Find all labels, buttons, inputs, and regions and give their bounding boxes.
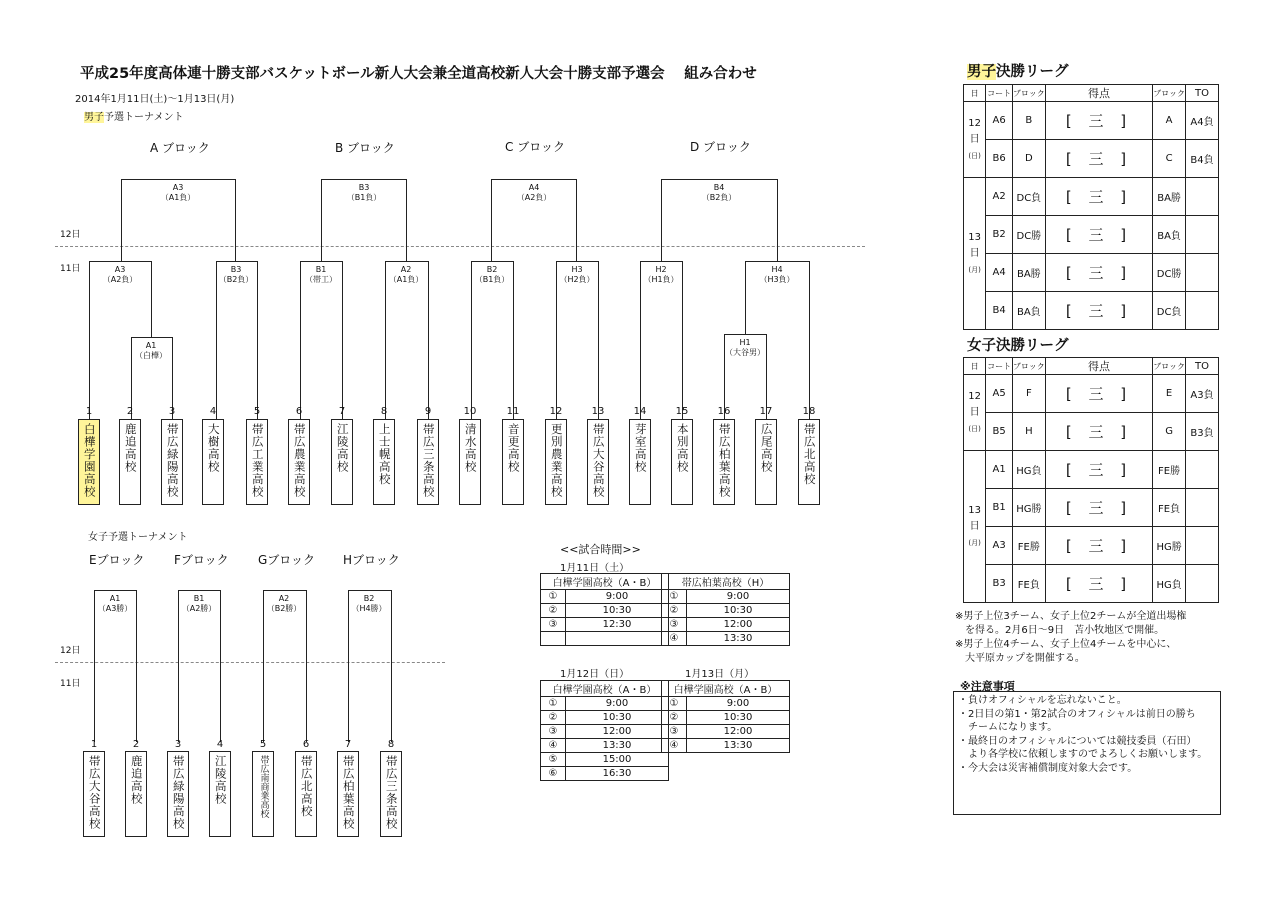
league-to: [1186, 451, 1219, 489]
league-score: [ 三 ]: [1045, 140, 1152, 178]
match-label: A4 （A2負）: [516, 183, 552, 202]
block-c-label: C ブロック: [505, 140, 565, 154]
team-number: 3: [168, 406, 176, 417]
league-day-cell: 12 日 (日): [964, 102, 986, 178]
team-box: 帯広柏葉高校: [713, 419, 735, 505]
team-number: 15: [675, 406, 689, 417]
team-box: 広尾高校: [755, 419, 777, 505]
game-time: [566, 632, 669, 646]
league-right-block: G: [1153, 413, 1186, 451]
block-d-label: D ブロック: [690, 140, 751, 154]
league-row: [964, 375, 1219, 413]
league-left-block: F: [1012, 375, 1045, 413]
game-number: [541, 632, 566, 646]
league-left-block: DC負: [1012, 178, 1045, 216]
game-number: ④: [541, 739, 566, 753]
league-row: [964, 102, 1219, 140]
team-number: 1: [85, 406, 93, 417]
schedule-heading: <<試合時間>>: [560, 543, 641, 556]
league-to: A3負: [1186, 375, 1219, 413]
match-label: B2 （B1負）: [474, 265, 510, 284]
team-box: 江陵高校: [209, 751, 231, 837]
game-time: 10:30: [687, 604, 790, 618]
league-court: B4: [986, 292, 1013, 330]
league-right-block: DC負: [1153, 292, 1186, 330]
league-to: [1186, 254, 1219, 292]
game-number: ③: [662, 725, 687, 739]
team-number: 6: [295, 406, 303, 417]
team-box: 帯広大谷高校: [587, 419, 609, 505]
game-number: ④: [662, 632, 687, 646]
match-label: B4 （B2負）: [701, 183, 737, 202]
league-row: [964, 178, 1219, 216]
league-row: [964, 216, 1219, 254]
league-left-block: HG勝: [1012, 489, 1045, 527]
girls-day-divider: [55, 662, 445, 663]
game-time: 15:00: [566, 753, 669, 767]
league-row: [964, 413, 1219, 451]
league-score: [ 三 ]: [1045, 102, 1152, 140]
match-label: B3 （B1負）: [346, 183, 382, 202]
match-label: A3 （A1負）: [160, 183, 196, 202]
block-e-label: Eブロック: [89, 553, 145, 567]
game-time: 13:30: [566, 739, 669, 753]
team-box: 白樺学園高校: [78, 419, 100, 505]
team-number: 2: [132, 739, 140, 750]
league-right-block: HG勝: [1153, 527, 1186, 565]
block-f-label: Fブロック: [174, 553, 229, 567]
game-number: ①: [541, 697, 566, 711]
league-row: [964, 451, 1219, 489]
schedule-row: [541, 753, 669, 767]
match-label: A2 （B2勝）: [266, 594, 302, 613]
game-time: 13:30: [687, 739, 790, 753]
league-score: [ 三 ]: [1045, 254, 1152, 292]
league-to: [1186, 292, 1219, 330]
game-number: ①: [662, 697, 687, 711]
boys-heading-rest: 予選トーナメント: [104, 112, 184, 123]
team-number: 5: [253, 406, 261, 417]
block-a-label: A ブロック: [150, 141, 210, 155]
league-score: [ 三 ]: [1045, 375, 1152, 413]
schedule-row: [662, 711, 790, 725]
schedule-row: [541, 604, 669, 618]
game-time: 9:00: [566, 697, 669, 711]
match-label: A2 （A1負）: [388, 265, 424, 284]
league-score: [ 三 ]: [1045, 565, 1152, 603]
team-box: 帯広三条高校: [417, 419, 439, 505]
team-number: 4: [209, 406, 217, 417]
schedule-row: [662, 632, 790, 646]
caution-box: ・負けオフィシャルを忘れないこと。 ・2日目の第1・第2試合のオフィシャルは前日の勝ち チームになります。 ・最終日のオフィシャルについては競技委員（石田） より各学校に依頼しますのでよろしくお願いします。 ・今大会は災害補償制度対象大会です。: [953, 691, 1221, 815]
league-score: [ 三 ]: [1045, 292, 1152, 330]
league-court: A2: [986, 178, 1013, 216]
team-number: 17: [759, 406, 773, 417]
date-range: 2014年1月11日(土)～1月13日(月): [75, 94, 235, 105]
league-left-block: B: [1012, 102, 1045, 140]
game-time: 10:30: [566, 604, 669, 618]
game-time: 12:00: [687, 725, 790, 739]
team-number: 9: [424, 406, 432, 417]
league-score: [ 三 ]: [1045, 489, 1152, 527]
game-number: ⑤: [541, 753, 566, 767]
game-time: 12:00: [687, 618, 790, 632]
game-time: 9:00: [566, 590, 669, 604]
league-to: A4負: [1186, 102, 1219, 140]
league-left-block: DC勝: [1012, 216, 1045, 254]
league-day-cell: 13 日 (月): [964, 178, 986, 330]
team-number: 10: [463, 406, 477, 417]
game-time: 9:00: [687, 590, 790, 604]
league-to: [1186, 216, 1219, 254]
league-to: B3負: [1186, 413, 1219, 451]
schedule-row: [662, 604, 790, 618]
team-box: 上士幌高校: [373, 419, 395, 505]
block-b-label: B ブロック: [335, 141, 395, 155]
game-number: ②: [662, 711, 687, 725]
team-number: 5: [259, 739, 267, 750]
game-number: ④: [662, 739, 687, 753]
team-box: 帯広南商業高校: [252, 751, 274, 837]
team-box: 帯広緑陽高校: [167, 751, 189, 837]
game-time: 10:30: [566, 711, 669, 725]
boys-highlight: 男子: [84, 112, 104, 123]
league-row: [964, 565, 1219, 603]
schedule-day3-label: 1月13日（月）: [685, 669, 755, 680]
match-label: A1 （白樺）: [135, 341, 167, 360]
schedule-row: [541, 767, 669, 781]
league-score: [ 三 ]: [1045, 413, 1152, 451]
league-left-block: FE負: [1012, 565, 1045, 603]
league-score: [ 三 ]: [1045, 451, 1152, 489]
match-label: B1 （A2勝）: [181, 594, 217, 613]
team-number: 14: [633, 406, 647, 417]
day-divider: [55, 246, 865, 247]
league-right-block: C: [1153, 140, 1186, 178]
girls-tournament-heading: 女子予選トーナメント: [88, 532, 188, 543]
schedule-day2-label: 1月12日（日）: [560, 669, 630, 680]
match-label: A3 （A2負）: [102, 265, 138, 284]
team-box: 帯広北高校: [798, 419, 820, 505]
game-number: ①: [662, 590, 687, 604]
caution-heading: ※注意事項: [960, 680, 1015, 693]
league-right-block: FE勝: [1153, 451, 1186, 489]
venue-label: 帯広柏葉高校（H）: [662, 574, 790, 590]
schedule-table-day2: [540, 680, 669, 781]
schedule-row: [541, 618, 669, 632]
schedule-row: [541, 711, 669, 725]
game-time: 16:30: [566, 767, 669, 781]
day-12-label: 12日: [60, 230, 81, 240]
day-11-label: 11日: [60, 264, 81, 274]
schedule-row: [541, 632, 669, 646]
team-box: 帯広柏葉高校: [337, 751, 359, 837]
game-time: 12:00: [566, 725, 669, 739]
page-title: 平成25年度高体連十勝支部バスケットボール新人大会兼全道高校新人大会十勝支部予選会 組み合わせ: [80, 66, 757, 82]
team-number: 16: [717, 406, 731, 417]
league-day-cell: 12 日 (日): [964, 375, 986, 451]
team-box: 帯広三条高校: [380, 751, 402, 837]
league-right-block: BA勝: [1153, 178, 1186, 216]
league-score: [ 三 ]: [1045, 527, 1152, 565]
league-court: A6: [986, 102, 1013, 140]
team-number: 3: [174, 739, 182, 750]
team-box: 本別高校: [671, 419, 693, 505]
game-number: ②: [541, 711, 566, 725]
game-time: 13:30: [687, 632, 790, 646]
league-court: B6: [986, 140, 1013, 178]
team-number: 7: [338, 406, 346, 417]
league-right-block: HG負: [1153, 565, 1186, 603]
schedule-row: [662, 697, 790, 711]
venue-label: 白樺学園高校（A・B）: [541, 681, 669, 697]
match-label: B2 （H4勝）: [351, 594, 387, 613]
game-number: ①: [541, 590, 566, 604]
girls-day-12-label: 12日: [60, 646, 81, 656]
match-label: A1 （A3勝）: [97, 594, 133, 613]
block-h-label: Hブロック: [343, 553, 400, 567]
schedule-row: [662, 590, 790, 604]
league-row: [964, 140, 1219, 178]
boys-league-table: 日 コート ブロック 得点 ブロック TO 12 日 (日) A6 B [ 三 ] A A4負 B6 D [ 三 ] C B4負 13 日 (月) A2 DC負 [ 三 ] BA勝 B2 DC勝 [ 三 ] BA負 A4 BA勝 [ 三 ] DC勝 B4 BA負 [ 三 ] DC負: [963, 84, 1219, 330]
block-g-label: Gブロック: [258, 553, 316, 567]
match-label: H4 （H3負）: [759, 265, 795, 284]
league-to: [1186, 565, 1219, 603]
league-court: A4: [986, 254, 1013, 292]
team-box: 芽室高校: [629, 419, 651, 505]
team-number: 11: [506, 406, 520, 417]
league-row: [964, 527, 1219, 565]
schedule-table-day1-shirakaba: [540, 573, 669, 646]
match-label: B3 （B2負）: [218, 265, 254, 284]
team-number: 13: [591, 406, 605, 417]
venue-label: 白樺学園高校（A・B）: [541, 574, 669, 590]
qualification-notes: ※男子上位3チーム、女子上位2チームが全道出場権 を得る。2月6日～9日 苫小牧地区で開催。 ※男子上位4チーム、女子上位4チームを中心に、 大平原カップを開催する。: [955, 611, 1187, 664]
match-label: H1 （大谷男）: [725, 338, 765, 357]
girls-league-table: 日 コート ブロック 得点 ブロック TO 12 日 (日) A5 F [ 三 ] E A3負 B5 H [ 三 ] G B3負 13 日 (月) A1 HG負 [ 三 ] FE勝 B1 HG勝 [ 三 ] FE負 A3 FE勝 [ 三 ] HG勝 B3 FE負 [ 三 ] HG負: [963, 357, 1219, 603]
schedule-row: [541, 739, 669, 753]
league-left-block: H: [1012, 413, 1045, 451]
team-number: 18: [802, 406, 816, 417]
team-number: 1: [90, 739, 98, 750]
game-time: 12:30: [566, 618, 669, 632]
team-box: 更別農業高校: [545, 419, 567, 505]
venue-label: 白樺学園高校（A・B）: [662, 681, 790, 697]
league-right-block: E: [1153, 375, 1186, 413]
game-number: ③: [541, 618, 566, 632]
team-number: 12: [549, 406, 563, 417]
schedule-row: [662, 739, 790, 753]
team-box: 帯広緑陽高校: [161, 419, 183, 505]
league-right-block: BA負: [1153, 216, 1186, 254]
team-box: 帯広大谷高校: [83, 751, 105, 837]
league-row: [964, 489, 1219, 527]
team-box: 清水高校: [459, 419, 481, 505]
league-row: [964, 254, 1219, 292]
team-number: 8: [380, 406, 388, 417]
team-box: 江陵高校: [331, 419, 353, 505]
league-to: [1186, 527, 1219, 565]
league-left-block: BA勝: [1012, 254, 1045, 292]
league-score: [ 三 ]: [1045, 216, 1152, 254]
team-box: 大樹高校: [202, 419, 224, 505]
schedule-row: [541, 697, 669, 711]
league-left-block: HG負: [1012, 451, 1045, 489]
game-number: ⑥: [541, 767, 566, 781]
league-left-block: BA負: [1012, 292, 1045, 330]
team-box: 鹿追高校: [119, 419, 141, 505]
team-box: 鹿追高校: [125, 751, 147, 837]
league-right-block: DC勝: [1153, 254, 1186, 292]
schedule-row: [662, 725, 790, 739]
league-to: [1186, 178, 1219, 216]
schedule-day1-label: 1月11日（土）: [560, 563, 630, 574]
league-day-cell: 13 日 (月): [964, 451, 986, 603]
team-number: 7: [344, 739, 352, 750]
boys-league-title: 男子決勝リーグ: [967, 64, 1069, 80]
team-box: 帯広工業高校: [246, 419, 268, 505]
team-box: 帯広北高校: [295, 751, 317, 837]
girls-league-title: 女子決勝リーグ: [967, 338, 1069, 354]
boys-tournament-heading: [84, 108, 184, 123]
match-label: H3 （H2負）: [559, 265, 595, 284]
schedule-row: [662, 618, 790, 632]
game-number: ②: [662, 604, 687, 618]
league-court: A3: [986, 527, 1013, 565]
league-score: [ 三 ]: [1045, 178, 1152, 216]
schedule-table-day3: [661, 680, 790, 753]
league-court: A5: [986, 375, 1013, 413]
league-court: B2: [986, 216, 1013, 254]
schedule-table-day1-hakuyo: [661, 573, 790, 646]
game-number: ②: [541, 604, 566, 618]
league-to: [1186, 489, 1219, 527]
match-label: B1 （帯工）: [305, 265, 337, 284]
match-label: H2 （H1負）: [643, 265, 679, 284]
league-court: B1: [986, 489, 1013, 527]
schedule-row: [541, 590, 669, 604]
team-number: 2: [126, 406, 134, 417]
league-court: B5: [986, 413, 1013, 451]
game-time: 9:00: [687, 697, 790, 711]
league-right-block: A: [1153, 102, 1186, 140]
team-number: 8: [387, 739, 395, 750]
game-time: 10:30: [687, 711, 790, 725]
team-number: 4: [216, 739, 224, 750]
league-left-block: FE勝: [1012, 527, 1045, 565]
league-to: B4負: [1186, 140, 1219, 178]
league-court: B3: [986, 565, 1013, 603]
league-left-block: D: [1012, 140, 1045, 178]
team-box: 音更高校: [502, 419, 524, 505]
league-right-block: FE負: [1153, 489, 1186, 527]
schedule-row: [541, 725, 669, 739]
game-number: ③: [541, 725, 566, 739]
girls-day-11-label: 11日: [60, 679, 81, 689]
team-number: 6: [302, 739, 310, 750]
league-court: A1: [986, 451, 1013, 489]
game-number: ③: [662, 618, 687, 632]
team-box: 帯広農業高校: [288, 419, 310, 505]
league-row: [964, 292, 1219, 330]
